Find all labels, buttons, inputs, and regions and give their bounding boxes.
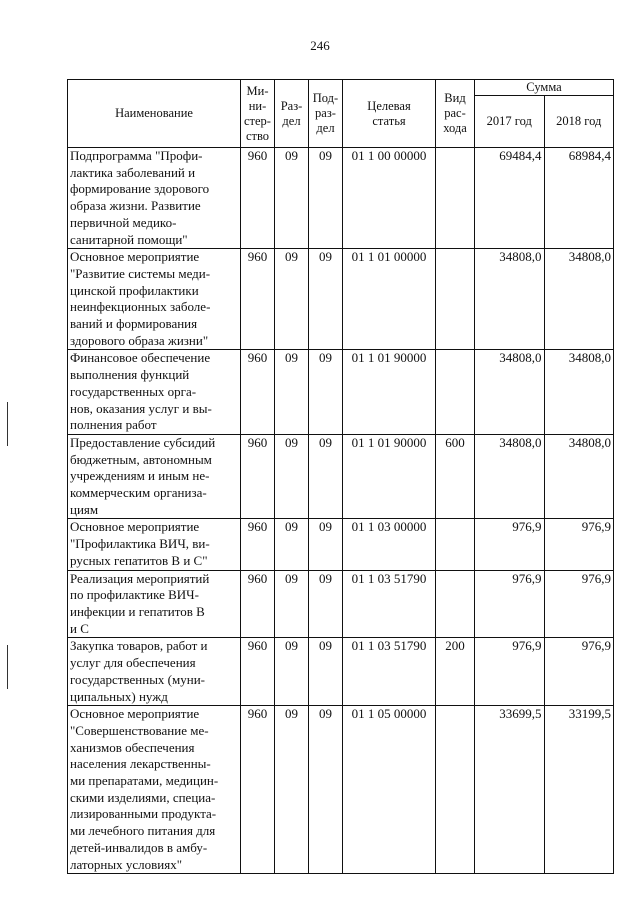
scan-mark <box>7 645 8 689</box>
row-sum-2017: 33699,5 <box>475 706 545 874</box>
row-podrazdel: 09 <box>309 434 343 519</box>
row-vid <box>436 706 475 874</box>
table-body <box>68 148 614 874</box>
table-row <box>68 148 614 249</box>
row-razdel: 09 <box>275 519 309 570</box>
row-celevaya: 01 1 00 00000 <box>343 148 436 249</box>
row-razdel: 09 <box>275 570 309 638</box>
row-sum-2017: 976,9 <box>475 570 545 638</box>
header-vid: Вид рас- хода <box>436 80 475 148</box>
row-razdel: 09 <box>275 249 309 350</box>
table-row <box>68 570 614 638</box>
row-podrazdel: 09 <box>309 249 343 350</box>
header-podrazdel: Под- раз- дел <box>309 80 343 148</box>
row-sum-2017: 69484,4 <box>475 148 545 249</box>
row-celevaya: 01 1 03 51790 <box>343 638 436 706</box>
row-ministry: 960 <box>241 249 275 350</box>
row-vid: 200 <box>436 638 475 706</box>
row-podrazdel: 09 <box>309 350 343 435</box>
row-podrazdel: 09 <box>309 706 343 874</box>
header-razdel: Раз- дел <box>275 80 309 148</box>
row-sum-2018: 34808,0 <box>544 434 614 519</box>
row-podrazdel: 09 <box>309 570 343 638</box>
row-celevaya: 01 1 01 90000 <box>343 434 436 519</box>
row-name: Основное мероприятие "Профилактика ВИЧ, ви- русных гепатитов В и С" <box>68 519 241 570</box>
row-podrazdel: 09 <box>309 638 343 706</box>
row-name: Закупка товаров, работ и услуг для обеспечения государственных (муни- ципальных) нужд <box>68 638 241 706</box>
row-ministry: 960 <box>241 434 275 519</box>
scan-mark <box>7 402 8 446</box>
row-celevaya: 01 1 01 90000 <box>343 350 436 435</box>
header-summa: Сумма <box>475 80 614 96</box>
row-razdel: 09 <box>275 434 309 519</box>
row-name: Реализация мероприятий по профилактике ВИЧ- инфекции и гепатитов В и С <box>68 570 241 638</box>
header-celevaya: Целевая статья <box>343 80 436 148</box>
row-podrazdel: 09 <box>309 519 343 570</box>
row-celevaya: 01 1 03 00000 <box>343 519 436 570</box>
row-sum-2017: 976,9 <box>475 519 545 570</box>
row-sum-2017: 34808,0 <box>475 249 545 350</box>
row-ministry: 960 <box>241 148 275 249</box>
row-name: Основное мероприятие "Развитие системы меди- цинской профилактики неинфекционных заболе- ваний и формирования здорового образа жизни" <box>68 249 241 350</box>
row-sum-2018: 976,9 <box>544 570 614 638</box>
row-sum-2018: 34808,0 <box>544 249 614 350</box>
row-sum-2018: 976,9 <box>544 519 614 570</box>
row-sum-2018: 976,9 <box>544 638 614 706</box>
row-ministry: 960 <box>241 570 275 638</box>
row-razdel: 09 <box>275 706 309 874</box>
row-name: Финансовое обеспечение выполнения функций государственных орга- нов, оказания услуг и вы- полнения работ <box>68 350 241 435</box>
row-sum-2017: 34808,0 <box>475 350 545 435</box>
table-row <box>68 434 614 519</box>
row-ministry: 960 <box>241 706 275 874</box>
page-number: 246 <box>310 38 330 53</box>
row-razdel: 09 <box>275 638 309 706</box>
budget-table <box>67 79 614 874</box>
header-year-2017: 2017 год <box>475 96 545 148</box>
row-vid <box>436 570 475 638</box>
header-row <box>68 80 614 96</box>
table-row <box>68 249 614 350</box>
row-name: Подпрограмма "Профи- лактика заболеваний и формирование здорового образа жизни. Развитие первичной медико- санитарной помощи" <box>68 148 241 249</box>
row-sum-2017: 34808,0 <box>475 434 545 519</box>
table-row <box>68 350 614 435</box>
row-razdel: 09 <box>275 148 309 249</box>
row-name: Предоставление субсидий бюджетным, автономным учреждениям и иным не- коммерческим организа- циям <box>68 434 241 519</box>
row-vid <box>436 519 475 570</box>
row-ministry: 960 <box>241 638 275 706</box>
row-razdel: 09 <box>275 350 309 435</box>
header-ministry: Ми- ни- стер- ство <box>241 80 275 148</box>
header-name: Наименование <box>68 80 241 148</box>
table-row <box>68 519 614 570</box>
table-row <box>68 706 614 874</box>
row-vid <box>436 148 475 249</box>
row-vid <box>436 249 475 350</box>
row-sum-2018: 33199,5 <box>544 706 614 874</box>
header-year-2018: 2018 год <box>544 96 614 148</box>
row-ministry: 960 <box>241 519 275 570</box>
row-sum-2018: 34808,0 <box>544 350 614 435</box>
table-row <box>68 638 614 706</box>
row-podrazdel: 09 <box>309 148 343 249</box>
row-ministry: 960 <box>241 350 275 435</box>
row-name: Основное мероприятие "Совершенствование ме- ханизмов обеспечения населения лекарственны- ми препаратами, медицин- скими изделиями, специа- лизированными продукта- ми лечебного питания для детей-инвалидов в амбу- латорных условиях" <box>68 706 241 874</box>
row-celevaya: 01 1 05 00000 <box>343 706 436 874</box>
row-celevaya: 01 1 01 00000 <box>343 249 436 350</box>
row-sum-2018: 68984,4 <box>544 148 614 249</box>
row-vid <box>436 350 475 435</box>
row-celevaya: 01 1 03 51790 <box>343 570 436 638</box>
row-sum-2017: 976,9 <box>475 638 545 706</box>
row-vid: 600 <box>436 434 475 519</box>
